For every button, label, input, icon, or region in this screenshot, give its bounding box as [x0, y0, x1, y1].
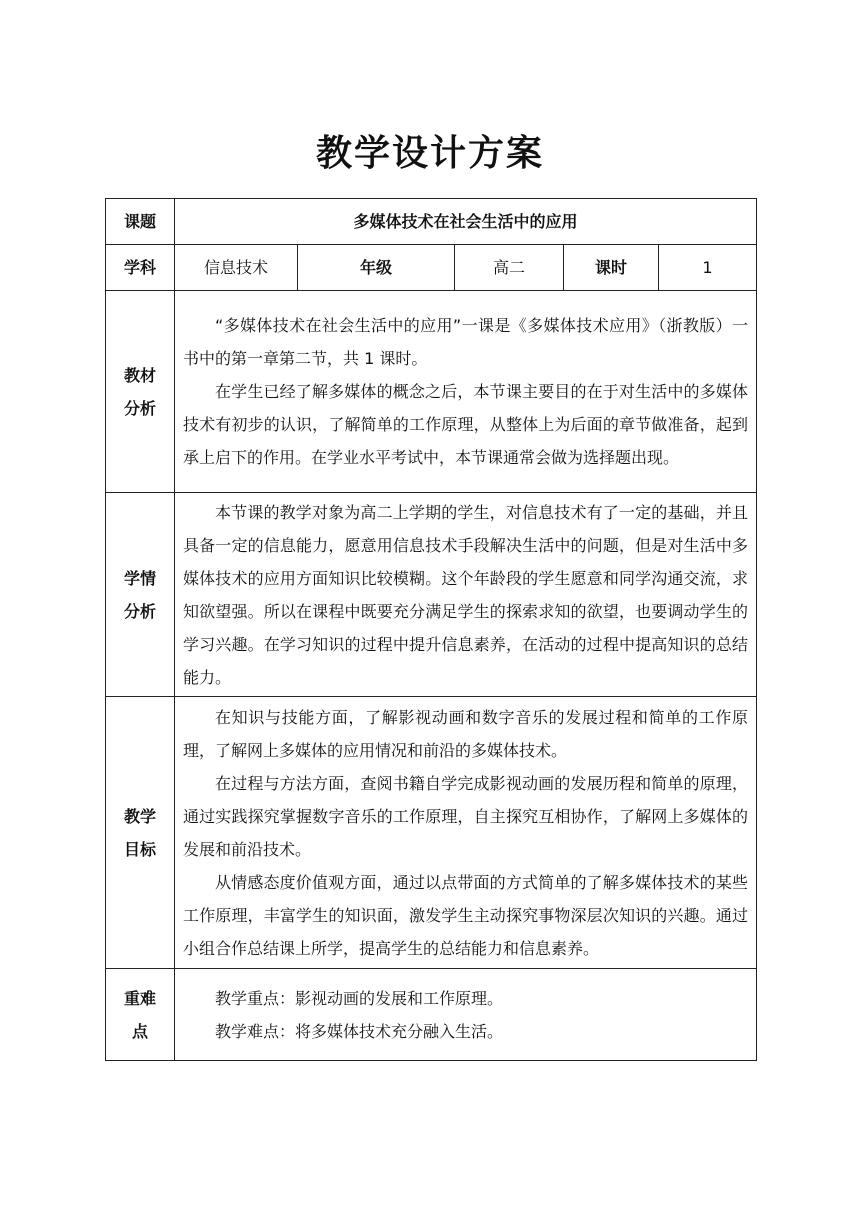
section-label-line-2: 分析: [123, 601, 156, 621]
section-row-key-points: [106, 969, 757, 1061]
topic-label: 课题: [106, 199, 175, 245]
section-content: [175, 493, 757, 697]
paragraph: “多媒体技术在社会生活中的应用”一课是《多媒体技术应用》（浙教版）一书中的第一章第二节，共 1 课时。: [183, 316, 749, 368]
section-label: [106, 969, 175, 1061]
paragraph: 在学生已经了解多媒体的概念之后，本节课主要目的在于对生活中的多媒体技术有初步的认识，了解简单的工作原理，从整体上为后面的章节做准备，起到承上启下的作用。在学业水平考试中，本节课通常会做为选择题出现。: [183, 382, 749, 467]
paragraph: 教学重点：影视动画的发展和工作原理。: [215, 988, 504, 1008]
section-label: [106, 697, 175, 969]
hours-value: 1: [659, 245, 757, 291]
page-title: 教学设计方案: [315, 133, 544, 174]
topic-row: [106, 199, 757, 245]
paragraph: 在过程与方法方面，查阅书籍自学完成影视动画的发展历程和简单的原理，通过实践探究掌握数字音乐的工作原理，自主探究互相协作，了解网上多媒体的发展和前沿技术。: [183, 773, 749, 859]
grade-value: 高二: [455, 245, 564, 291]
info-row: [106, 245, 757, 291]
section-row-textbook: [106, 291, 757, 493]
section-label-line-2: 目标: [123, 839, 156, 859]
hours-label: 课时: [564, 245, 659, 291]
section-content: [175, 291, 757, 493]
section-label-line-2: 点: [131, 1021, 148, 1041]
section-row-objectives: [106, 697, 757, 969]
section-content: [175, 697, 757, 969]
paragraph: 教学难点：将多媒体技术充分融入生活。: [215, 1021, 504, 1041]
grade-label: 年级: [298, 245, 455, 291]
section-label-line-1: 学情: [123, 568, 156, 588]
section-label: [106, 291, 175, 493]
topic-value: 多媒体技术在社会生活中的应用: [175, 199, 757, 245]
section-label: [106, 493, 175, 697]
section-label-line-1: 教材: [123, 365, 156, 385]
section-label-line-2: 分析: [123, 398, 156, 418]
section-content: [175, 969, 757, 1061]
section-row-students: [106, 493, 757, 697]
section-label-line-1: 教学: [123, 806, 156, 826]
subject-value: 信息技术: [175, 245, 298, 291]
paragraph: 在知识与技能方面，了解影视动画和数字音乐的发展过程和简单的工作原理，了解网上多媒体的应用情况和前沿的多媒体技术。: [183, 707, 749, 760]
subject-label: 学科: [106, 245, 175, 291]
paragraph: 本节课的教学对象为高二上学期的学生，对信息技术有了一定的基础，并且具备一定的信息能力，愿意用信息技术手段解决生活中的问题，但是对生活中多媒体技术的应用方面知识比较模糊。这个年龄段的学生愿意和同学沟通交流，求知欲望强。所以在课程中既要充分满足学生的探索求知的欲望，也要调动学生的学习兴趣。在学习知识的过程中提升信息素养，在活动的过程中提高知识的总结能力。: [183, 502, 749, 687]
paragraph: 从情感态度价值观方面，通过以点带面的方式简单的了解多媒体技术的某些工作原理，丰富学生的知识面，激发学生主动探究事物深层次知识的兴趣。通过小组合作总结课上所学，提高学生的总结能力和信息素养。: [183, 872, 749, 958]
section-label-line-1: 重难: [123, 988, 156, 1008]
lesson-plan-table: [105, 198, 757, 1061]
